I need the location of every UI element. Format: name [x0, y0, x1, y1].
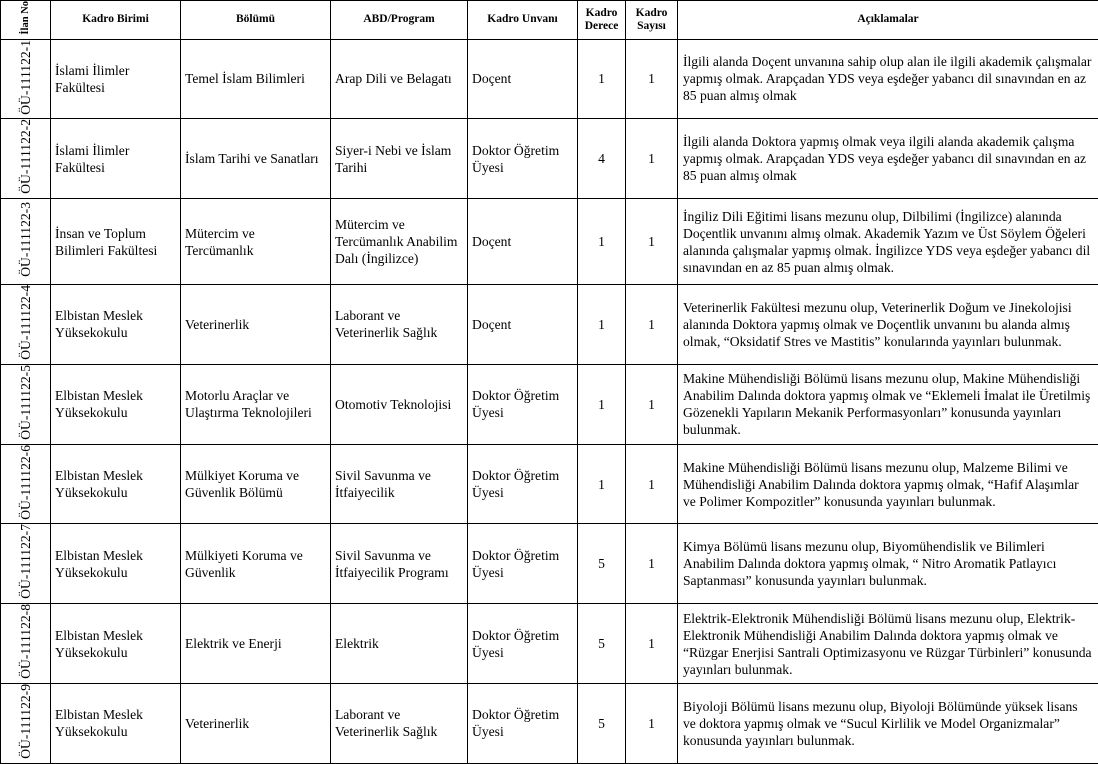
abd-program-cell: Mütercim ve Tercümanlık Anabilim Dalı (İngilizce) [331, 199, 468, 285]
abd-program-cell: Arap Dili ve Belagatı [331, 39, 468, 119]
bolumu-cell: Mülkiyet Koruma ve Güvenlik Bölümü [181, 444, 331, 524]
kadro-sayisi-cell: 1 [626, 285, 678, 365]
aciklamalar-cell: Elektrik-Elektronik Mühendisliği Bölümü lisans mezunu olup, Elektrik-Elektronik Mühendisliği Anabilim Dalında doktora yapmış olmak ve “Rüzgar Enerjisi Santrali Optimizasyonu ve Rüzgar Türbinleri” konusunda yayınları bulunmak. [678, 604, 1098, 684]
ilan-no-cell: ÖÜ-111122-2 [1, 119, 51, 199]
ilan-no-cell: ÖÜ-111122-8 [1, 604, 51, 684]
kadro-unvani-cell: Doçent [468, 199, 578, 285]
kadro-birimi-cell: Elbistan Meslek Yüksekokulu [51, 444, 181, 524]
ilan-no-cell: ÖÜ-111122-6 [1, 444, 51, 524]
ilan-no-cell: ÖÜ-111122-7 [1, 524, 51, 604]
header-kadro-unvani: Kadro Unvanı [468, 1, 578, 40]
header-kadro-birimi: Kadro Birimi [51, 1, 181, 40]
kadro-sayisi-cell: 1 [626, 364, 678, 444]
aciklamalar-cell: Makine Mühendisliği Bölümü lisans mezunu olup, Malzeme Bilimi ve Mühendisliği Anabilim Dalında doktora yapmış olmak, “Hafif Alaşımlar ve Polimer Kompozitler” konusunda yayınları bulunmak. [678, 444, 1098, 524]
kadro-birimi-cell: İslami İlimler Fakültesi [51, 119, 181, 199]
bolumu-cell: Veterinerlik [181, 683, 331, 763]
ilan-no-cell: ÖÜ-111122-5 [1, 364, 51, 444]
kadro-sayisi-cell: 1 [626, 524, 678, 604]
kadro-derece-cell: 5 [578, 604, 626, 684]
kadro-derece-cell: 5 [578, 683, 626, 763]
header-aciklamalar: Açıklamalar [678, 1, 1098, 40]
abd-program-cell: Otomotiv Teknolojisi [331, 364, 468, 444]
header-bolumu: Bölümü [181, 1, 331, 40]
kadro-birimi-cell: İnsan ve Toplum Bilimleri Fakültesi [51, 199, 181, 285]
kadro-unvani-cell: Doktor Öğretim Üyesi [468, 604, 578, 684]
bolumu-cell: Veterinerlik [181, 285, 331, 365]
kadro-birimi-cell: Elbistan Meslek Yüksekokulu [51, 604, 181, 684]
abd-program-cell: Siyer-i Nebi ve İslam Tarihi [331, 119, 468, 199]
kadro-birimi-cell: İslami İlimler Fakültesi [51, 39, 181, 119]
ilan-no-cell: ÖÜ-111122-1 [1, 39, 51, 119]
table-row [1, 444, 1098, 524]
kadro-sayisi-cell: 1 [626, 683, 678, 763]
aciklamalar-cell: İngiliz Dili Eğitimi lisans mezunu olup, Dilbilimi (İngilizce) alanında Doçentlik unvanını almış olmak. Akademik Yazım ve Üst Söylem Öğeleri alanında çalışmalar yapmış olmak. İngilizce YDS veya eşdeğer yabancı dil sınavından en az 85 puan almış olmak. [678, 199, 1098, 285]
bolumu-cell: Temel İslam Bilimleri [181, 39, 331, 119]
kadro-derece-cell: 5 [578, 524, 626, 604]
kadro-unvani-cell: Doktor Öğretim Üyesi [468, 364, 578, 444]
kadro-birimi-cell: Elbistan Meslek Yüksekokulu [51, 524, 181, 604]
kadro-sayisi-cell: 1 [626, 604, 678, 684]
header-abd-program: ABD/Program [331, 1, 468, 40]
table-row [1, 604, 1098, 684]
kadro-derece-cell: 4 [578, 119, 626, 199]
kadro-derece-cell: 1 [578, 199, 626, 285]
kadro-sayisi-cell: 1 [626, 199, 678, 285]
kadro-birimi-cell: Elbistan Meslek Yüksekokulu [51, 285, 181, 365]
aciklamalar-cell: İlgili alanda Doçent unvanına sahip olup alan ile ilgili akademik çalışmalar yapmış olmak. Arapçadan YDS veya eşdeğer yabancı dil sınavından en az 85 puan almış olmak [678, 39, 1098, 119]
kadro-unvani-cell: Doktor Öğretim Üyesi [468, 444, 578, 524]
kadro-birimi-cell: Elbistan Meslek Yüksekokulu [51, 683, 181, 763]
kadro-sayisi-cell: 1 [626, 119, 678, 199]
aciklamalar-cell: Veterinerlik Fakültesi mezunu olup, Veterinerlik Doğum ve Jinekolojisi alanında Doktora yapmış olmak ve Doçentlik unvanını bu alanda almış olmak, “Oksidatif Stres ve Mastitis” konularında yayınları bulunmak. [678, 285, 1098, 365]
kadro-unvani-cell: Doktor Öğretim Üyesi [468, 524, 578, 604]
bolumu-cell: Motorlu Araçlar ve Ulaştırma Teknolojileri [181, 364, 331, 444]
table-row [1, 285, 1098, 365]
abd-program-cell: Elektrik [331, 604, 468, 684]
kadro-derece-cell: 1 [578, 285, 626, 365]
bolumu-cell: Mütercim ve Tercümanlık [181, 199, 331, 285]
ilan-no-cell: ÖÜ-111122-4 [1, 285, 51, 365]
table-row [1, 199, 1098, 285]
kadro-unvani-cell: Doktor Öğretim Üyesi [468, 683, 578, 763]
kadro-derece-cell: 1 [578, 364, 626, 444]
kadro-birimi-cell: Elbistan Meslek Yüksekokulu [51, 364, 181, 444]
abd-program-cell: Laborant ve Veterinerlik Sağlık [331, 285, 468, 365]
table-row [1, 364, 1098, 444]
table-header-row [1, 1, 1098, 40]
kadro-derece-cell: 1 [578, 39, 626, 119]
header-kadro-derece: Kadro Derece [578, 1, 626, 40]
header-ilan-no: İlan No [1, 1, 51, 40]
kadro-sayisi-cell: 1 [626, 39, 678, 119]
bolumu-cell: İslam Tarihi ve Sanatları [181, 119, 331, 199]
header-kadro-sayisi: Kadro Sayısı [626, 1, 678, 40]
abd-program-cell: Laborant ve Veterinerlik Sağlık [331, 683, 468, 763]
table-row [1, 683, 1098, 763]
aciklamalar-cell: Kimya Bölümü lisans mezunu olup, Biyomühendislik ve Bilimleri Anabilim Dalında doktora yapmış olmak, “ Nitro Aromatik Patlayıcı Saptanması” konusunda yayınları bulunmak. [678, 524, 1098, 604]
aciklamalar-cell: İlgili alanda Doktora yapmış olmak veya ilgili alanda akademik çalışma yapmış olmak. Arapçadan YDS veya eşdeğer yabancı dil sınavından en az 85 puan almış olmak [678, 119, 1098, 199]
aciklamalar-cell: Makine Mühendisliği Bölümü lisans mezunu olup, Makine Mühendisliği Anabilim Dalında doktora yapmış olmak ve “Eklemeli İmalat ile Üretilmiş Gözenekli Yapıların Mekanik Performasyonları” konusunda yayınları bulunmak. [678, 364, 1098, 444]
abd-program-cell: Sivil Savunma ve İtfaiyecilik Programı [331, 524, 468, 604]
table-row [1, 39, 1098, 119]
bolumu-cell: Elektrik ve Enerji [181, 604, 331, 684]
abd-program-cell: Sivil Savunma ve İtfaiyecilik [331, 444, 468, 524]
aciklamalar-cell: Biyoloji Bölümü lisans mezunu olup, Biyoloji Bölümünde yüksek lisans ve doktora yapmış olmak ve “Sucul Kirlilik ve Model Organizmalar” konusunda yayınları bulunmak. [678, 683, 1098, 763]
kadro-unvani-cell: Doçent [468, 39, 578, 119]
kadro-unvani-cell: Doçent [468, 285, 578, 365]
table-row [1, 119, 1098, 199]
kadro-derece-cell: 1 [578, 444, 626, 524]
table-row [1, 524, 1098, 604]
kadro-sayisi-cell: 1 [626, 444, 678, 524]
ilan-no-cell: ÖÜ-111122-3 [1, 199, 51, 285]
kadro-unvani-cell: Doktor Öğretim Üyesi [468, 119, 578, 199]
bolumu-cell: Mülkiyeti Koruma ve Güvenlik [181, 524, 331, 604]
ilan-no-cell: ÖÜ-111122-9 [1, 683, 51, 763]
